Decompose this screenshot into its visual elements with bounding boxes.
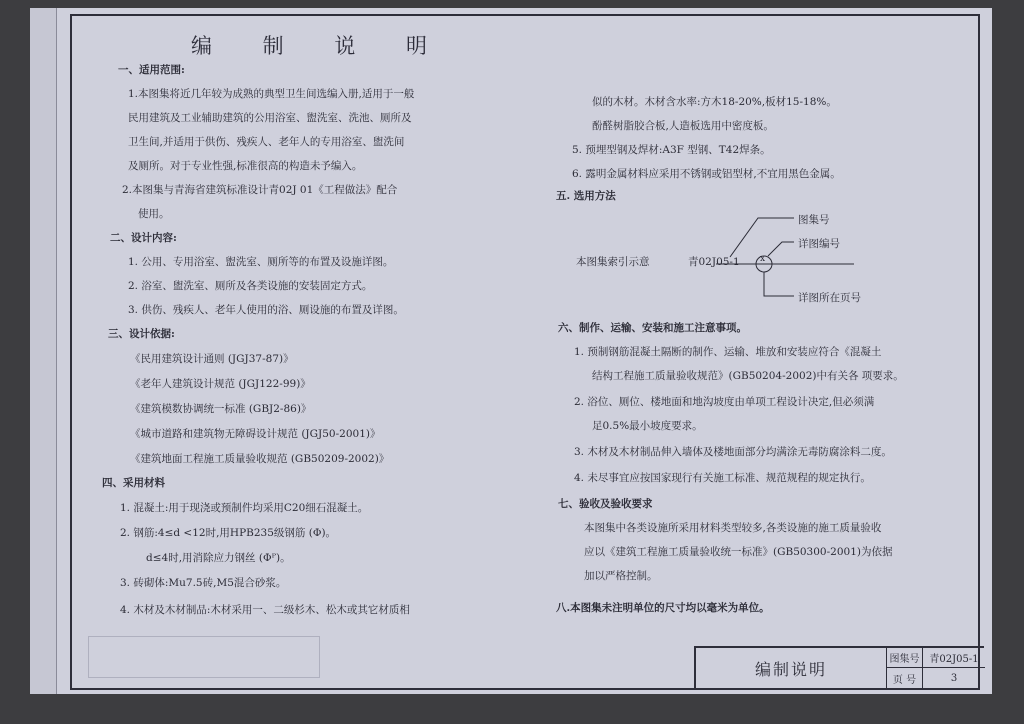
text-line: 2. 浴位、厕位、楼地面和地沟坡度由单项工程设计决定,但必须满 — [574, 396, 875, 408]
text-line: 6. 露明金属材料应采用不锈钢或铝型材,不宜用黑色金属。 — [572, 168, 841, 180]
text-line: 1. 混凝土:用于现浇或预制件均采用C20细石混凝土。 — [120, 502, 369, 514]
atlas-number-label: 图集号 — [798, 214, 830, 226]
reference-standard: 《建筑地面工程施工质量验收规范 (GB50209-2002)》 — [130, 453, 390, 465]
text-line: d≤4时,用消除应力钢丝 (Φᴾ)。 — [146, 552, 291, 564]
title-block — [694, 646, 984, 688]
reference-standard: 《建筑模数协调统一标准 (GBJ2-86)》 — [130, 403, 312, 415]
detail-number-label: 详图编号 — [798, 238, 840, 250]
section-heading: 三、设计依据: — [108, 328, 175, 340]
text-line: 应以《建筑工程施工质量验收统一标准》(GB50300-2001)为依据 — [584, 546, 893, 558]
text-line: 3. 供伤、残疾人、老年人使用的浴、厕设施的布置及详图。 — [128, 304, 404, 316]
text-line: 5. 预埋型钢及焊材:A3F 型钢、T42焊条。 — [572, 144, 771, 156]
page-title: 编 制 说 明 — [190, 34, 450, 58]
section-heading: 六、制作、运输、安装和施工注意事项。 — [558, 322, 747, 334]
text-line: 民用建筑及工业辅助建筑的公用浴室、盥洗室、洗池、厕所及 — [128, 112, 412, 124]
text-line: 加以严格控制。 — [584, 570, 658, 582]
text-line: 3. 木材及木材制品伸入墙体及楼地面部分均满涂无毒防腐涂料二度。 — [574, 446, 892, 458]
drawing-sheet — [30, 8, 992, 694]
text-line: 1.本图集将近几年较为成熟的典型卫生间选编入册,适用于一般 — [128, 88, 415, 100]
detail-page-label: 详图所在页号 — [798, 292, 861, 304]
title-block-grid — [886, 648, 985, 688]
page-value: 3 — [950, 672, 958, 684]
section-heading: 八.本图集未注明单位的尺寸均以毫米为单位。 — [556, 602, 770, 614]
index-label: 本图集索引示意 — [576, 256, 650, 268]
section-heading: 四、采用材料 — [102, 477, 165, 489]
text-line: 3. 砖砌体:Mu7.5砖,M5混合砂浆。 — [120, 577, 287, 589]
text-line: 2.本图集与青海省建筑标准设计青02J 01《工程做法》配合 — [122, 184, 398, 196]
reference-standard: 《老年人建筑设计规范 (JGJ122-99)》 — [130, 378, 311, 390]
section-heading: 一、适用范围: — [118, 64, 185, 76]
index-diagram — [558, 212, 878, 312]
section-heading: 二、设计内容: — [110, 232, 177, 244]
text-line: 使用。 — [138, 208, 170, 220]
text-line: 卫生间,并适用于供伤、残疾人、老年人的专用浴室、盥洗间 — [128, 136, 405, 148]
faded-stamp — [88, 636, 320, 678]
text-line: 4. 未尽事宜应按国家现行有关施工标准、规范规程的规定执行。 — [574, 472, 871, 484]
text-line: 结构工程施工质量验收规范》(GB50204-2002)中有关各 项要求。 — [592, 370, 904, 382]
reference-standard: 《城市道路和建筑物无障碍设计规范 (JGJ50-2001)》 — [130, 428, 381, 440]
text-line: 1. 公用、专用浴室、盥洗室、厕所等的布置及设施详图。 — [128, 256, 394, 268]
text-line: 及厕所。对于专业性强,标准很高的构造未予编入。 — [128, 160, 363, 172]
title-block-name: 编制说明 — [754, 659, 827, 679]
text-line: 足0.5%最小坡度要求。 — [592, 420, 703, 432]
atlas-label: 图集号 — [887, 648, 923, 668]
text-line: 2. 钢筋:4≤d <12时,用HPB235级钢筋 (Φ)。 — [120, 527, 337, 539]
text-line: 本图集中各类设施所采用材料类型较多,各类设施的施工质量验收 — [584, 522, 882, 534]
text-line: 酚醛树脂胶合板,人造板选用中密度板。 — [592, 120, 774, 132]
text-line: 1. 预制钢筋混凝土隔断的制作、运输、堆放和安装应符合《混凝土 — [574, 346, 882, 358]
text-line: 似的木材。木材含水率:方木18-20%,板材15-18%。 — [592, 96, 837, 108]
index-code: 青02J05-1 — [688, 256, 740, 268]
section-heading: 七、验收及验收要求 — [558, 498, 653, 510]
binding-strip — [30, 8, 57, 694]
text-line: 4. 木材及木材制品:木材采用一、二级杉木、松木或其它材质相 — [120, 604, 410, 616]
page-label: 页 号 — [887, 668, 923, 688]
text-line: 2. 浴室、盥洗室、厕所及各类设施的安装固定方式。 — [128, 280, 373, 292]
section-heading: 五. 选用方法 — [556, 190, 616, 202]
reference-standard: 《民用建筑设计通则 (JGJ37-87)》 — [130, 353, 294, 365]
atlas-value: 青02J05-1 — [923, 648, 985, 668]
symbol-mark: x — [760, 254, 766, 264]
